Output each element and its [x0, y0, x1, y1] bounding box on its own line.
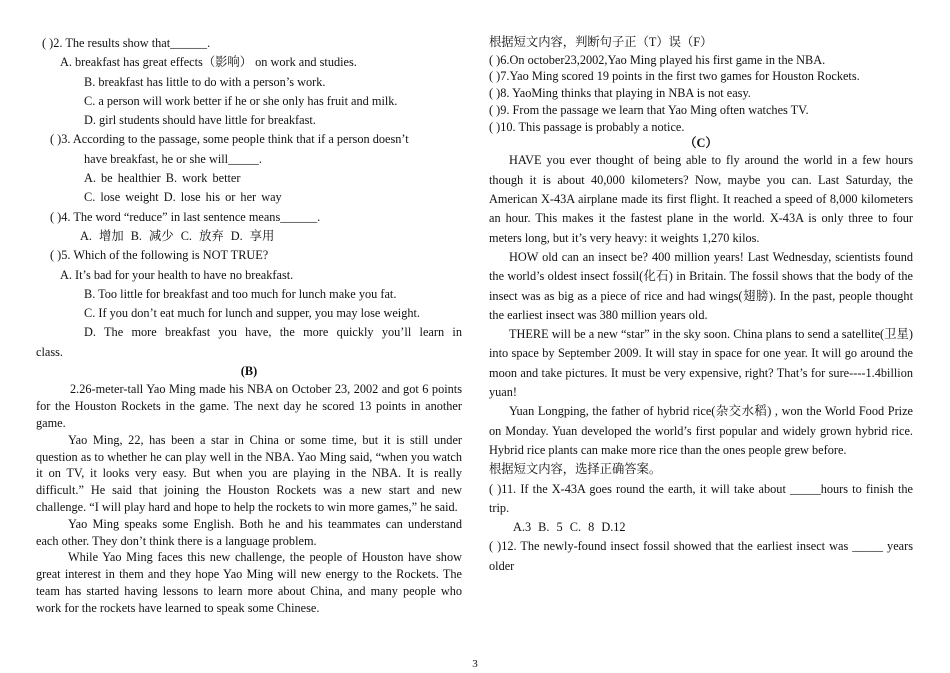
left-column [36, 34, 462, 617]
q2-option-a: A. breakfast has great effects（影响） on work and studies. [60, 55, 357, 70]
passage-b-paragraph: Yao Ming speaks some English. Both he and his teammates can understand each other. They don’t think there is a language problem. [36, 516, 462, 548]
tf-question: ( )8. YaoMing thinks that playing in NBA is not easy. [489, 86, 751, 101]
tf-question: ( )6.On october23,2002,Yao Ming played his first game in the NBA. [489, 52, 826, 67]
q3-options-row2: C. lose weight D. lose his or her way [84, 190, 282, 205]
q5-option-b: B. Too little for breakfast and too much for lunch make you fat. [84, 286, 397, 301]
passage-c-paragraph: Yuan Longping, the father of hybrid rice(杂交水稻) , won the World Food Prize on Monday. Yuan developed the world’s first popular and widely grown hybrid rice. Hybrid rice plants can make more rice than the ones people grew before. [489, 404, 913, 457]
q3-stem-line1: ( )3. According to the passage, some people think that if a person doesn’t [50, 132, 409, 147]
tf-question: ( )7.Yao Ming scored 19 points in the first two games for Houston Rockets. [489, 69, 860, 84]
passage-c-paragraph: HOW old can an insect be? 400 million years! Last Wednesday, scientists found the world’s oldest insect fossil(化石) in Britain. The fossil shows that the body of the insect was as big as a piece of rice and had wings(翅膀). In the past, people thought the earliest insect was 380 million years old. [489, 249, 913, 322]
q11-options: A.3 B. 5 C. 8 D.12 [513, 520, 626, 535]
tf-question: ( )9. From the passage we learn that Yao Ming often watches TV. [489, 102, 809, 117]
q2-option-d: D. girl students should have little for breakfast. [84, 113, 316, 128]
q4-stem: ( )4. The word “reduce” in last sentence means______. [50, 209, 321, 224]
q2-option-b: B. breakfast has little to do with a person’s work. [84, 74, 326, 89]
passage-b-paragraph: 2.26-meter-tall Yao Ming made his NBA on October 23, 2002 and got 6 points for the Houston Rockets in the game. The next day he scored 13 points in another game. [36, 382, 462, 430]
q5-stem: ( )5. Which of the following is NOT TRUE? [50, 248, 269, 263]
passage-c-paragraph: HAVE you ever thought of being able to fly around the world in a few hours though it is about 40,000 kilometers? Now, maybe you can. Last Saturday, the American X-43A airplane made its first flight. It reached a speed of 8,000 kilometers an hour. This makes it the fastest plane in the world. X-43A is only three to four meters long, but it’s very heavy: it weights 1,270 kilos. [489, 153, 913, 245]
tf-instruction: 根据短文内容，判断句子正（T）误（F） [489, 35, 713, 49]
section-c-heading: （C） [684, 136, 718, 151]
right-column [489, 34, 913, 576]
section-b-heading: (B) [240, 364, 258, 379]
passage-c-paragraph: THERE will be a new “star” in the sky soon. China plans to send a satellite(卫星) into space by September 2009. It will stay in space for one year. It will go around the moon and take pictures. It must be very expensive, right? That’s for sure----1.4billion yuan! [489, 327, 913, 400]
q4-options: A. 增加 B. 减少 C. 放弃 D. 享用 [80, 228, 275, 243]
q3-stem-line2: have breakfast, he or she will_____. [84, 151, 262, 166]
q5-option-c: C. If you don’t eat much for lunch and supper, you may lose weight. [84, 306, 421, 321]
passage-b-paragraph: While Yao Ming faces this new challenge, the people of Houston have show great interest in them and they hope Yao Ming will new energy to the Rockets. The team has started having lessons to learn more about China, and many people who work for the rockets have learned to speak some Chinese. [36, 550, 462, 615]
q12-stem: ( )12. The newly-found insect fossil showed that the earliest insect was _____ years older [489, 539, 913, 573]
q5-option-a: A. It’s bad for your health to have no breakfast. [60, 267, 294, 282]
q11-stem: ( )11. If the X-43A goes round the earth, it will take about _____hours to finish the trip. [489, 481, 913, 515]
q5-option-d-line2: class. [36, 344, 63, 359]
mc-instruction: 根据短文内容，选择正确答案。 [489, 462, 662, 477]
tf-question: ( )10. This passage is probably a notice. [489, 119, 685, 134]
q2-stem: ( )2. The results show that______. [42, 36, 211, 50]
page-number: 3 [472, 658, 478, 670]
q5-option-d-line1: D. The more breakfast you have, the more quickly you’ll learn in [84, 325, 462, 340]
q3-options-row1: A. be healthier B. work better [84, 171, 241, 186]
q2-option-c: C. a person will work better if he or she only has fruit and milk. [84, 93, 398, 108]
passage-b-paragraph: Yao Ming, 22, has been a star in China or some time, but it is still under question as to whether he can play well in the NBA. Yao Ming said, “when you watch it on TV, it looks very easy. But when you are playing in the NBA. It is really difficult.” He said that joining the Houston Rockets was a new start and new challenge. “I will play hard and hope to help the rockets to win more games,” he said. [36, 432, 462, 514]
